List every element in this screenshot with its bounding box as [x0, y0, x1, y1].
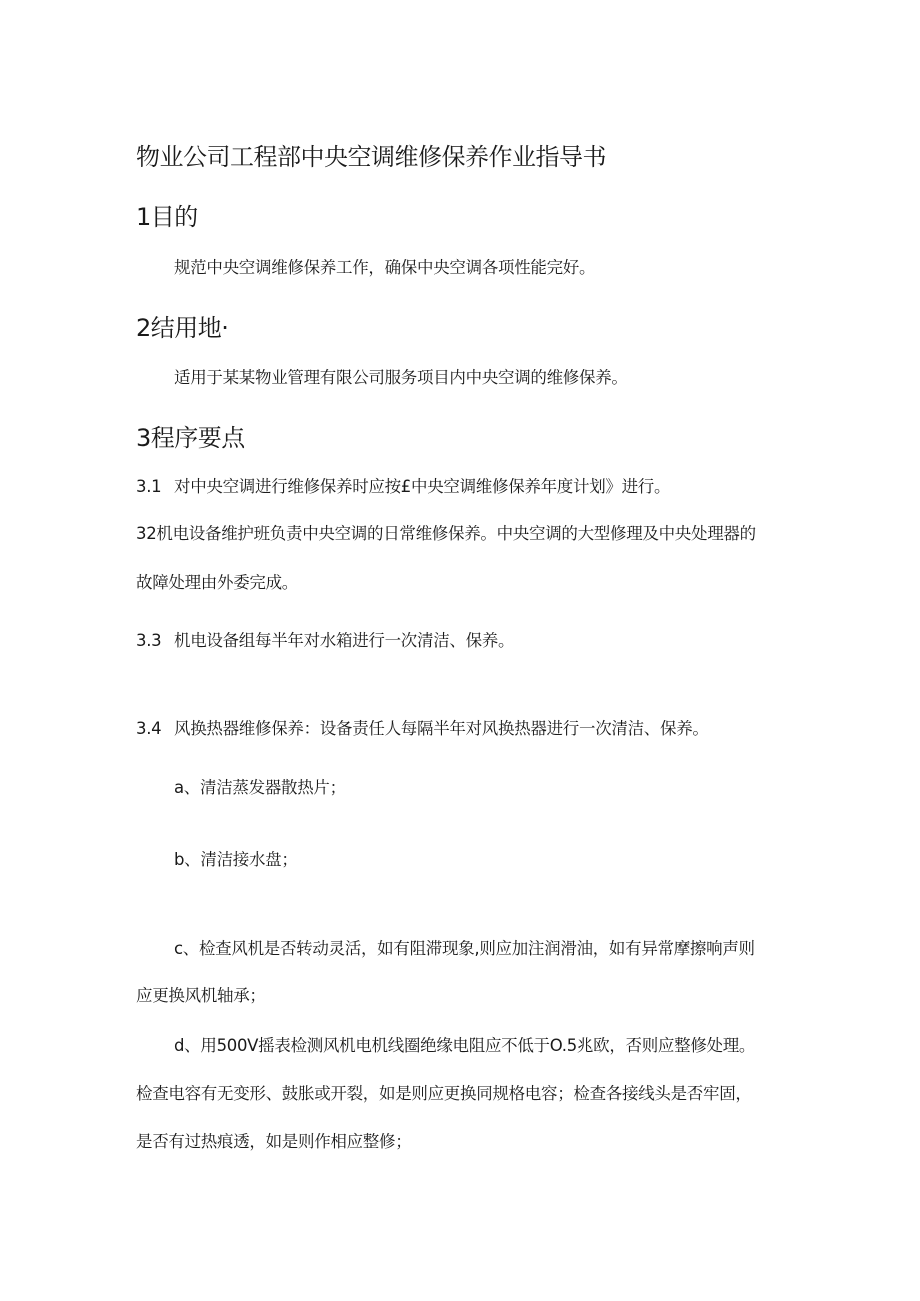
subitem-c-line2: 应更换风机轴承；: [136, 986, 266, 1005]
subitem-d-line2: 检查电容有无变形、鼓胀或开裂，如是则应更换同规格电容；检查各接线头是否牢固，: [136, 1084, 752, 1103]
procedure-item-3-3: [136, 633, 514, 650]
item-number: 3.3: [136, 631, 162, 650]
subitem-a: a、清洁蒸发器散热片；: [174, 778, 346, 797]
procedure-item-3-2-line1: 32机电设备维护班负责中央空调的日常维修保养。中央空调的大型修理及中央处理器的: [136, 524, 756, 543]
subitem-c-line1: c、检查风机是否转动灵活，如有阻滞现象,则应加注润滑油，如有异常摩擦响声则: [174, 939, 755, 958]
item-text: 风换热器维修保养：设备责任人每隔半年对风换热器进行一次清洁、保养。: [174, 719, 709, 738]
subitem-d-line3: 是否有过热痕透，如是则作相应整修；: [136, 1132, 412, 1151]
item-text: 对中央空调进行维修保养时应按£中央空调维修保养年度计划》进行。: [174, 477, 671, 496]
item-number: 3.4: [136, 719, 162, 738]
item-text: 机电设备组每半年对水箱进行一次清洁、保养。: [174, 631, 515, 650]
subitem-b: b、清洁接水盘；: [174, 850, 298, 869]
purpose-text: 规范中央空调维修保养工作，确保中央空调各项性能完好。: [174, 258, 596, 277]
section-heading-purpose: 1目的: [136, 203, 198, 231]
section-heading-procedure: 3程序要点: [136, 424, 245, 452]
procedure-item-3-1: [136, 479, 670, 496]
document-title: 物业公司工程部中央空调维修保养作业指导书: [136, 143, 606, 171]
item-number: 3.1: [136, 477, 162, 496]
subitem-d-line1: d、用500V摇表检测风机电机线圈绝缘电阻应不低于O.5兆欧，否则应整修处理。: [174, 1036, 756, 1055]
procedure-item-3-4: [136, 721, 709, 738]
scope-text: 适用于某某物业管理有限公司服务项目内中央空调的维修保养。: [174, 368, 628, 387]
procedure-item-3-2-line2: 故障处理由外委完成。: [136, 573, 299, 592]
section-heading-scope: 2结用地·: [136, 314, 229, 342]
